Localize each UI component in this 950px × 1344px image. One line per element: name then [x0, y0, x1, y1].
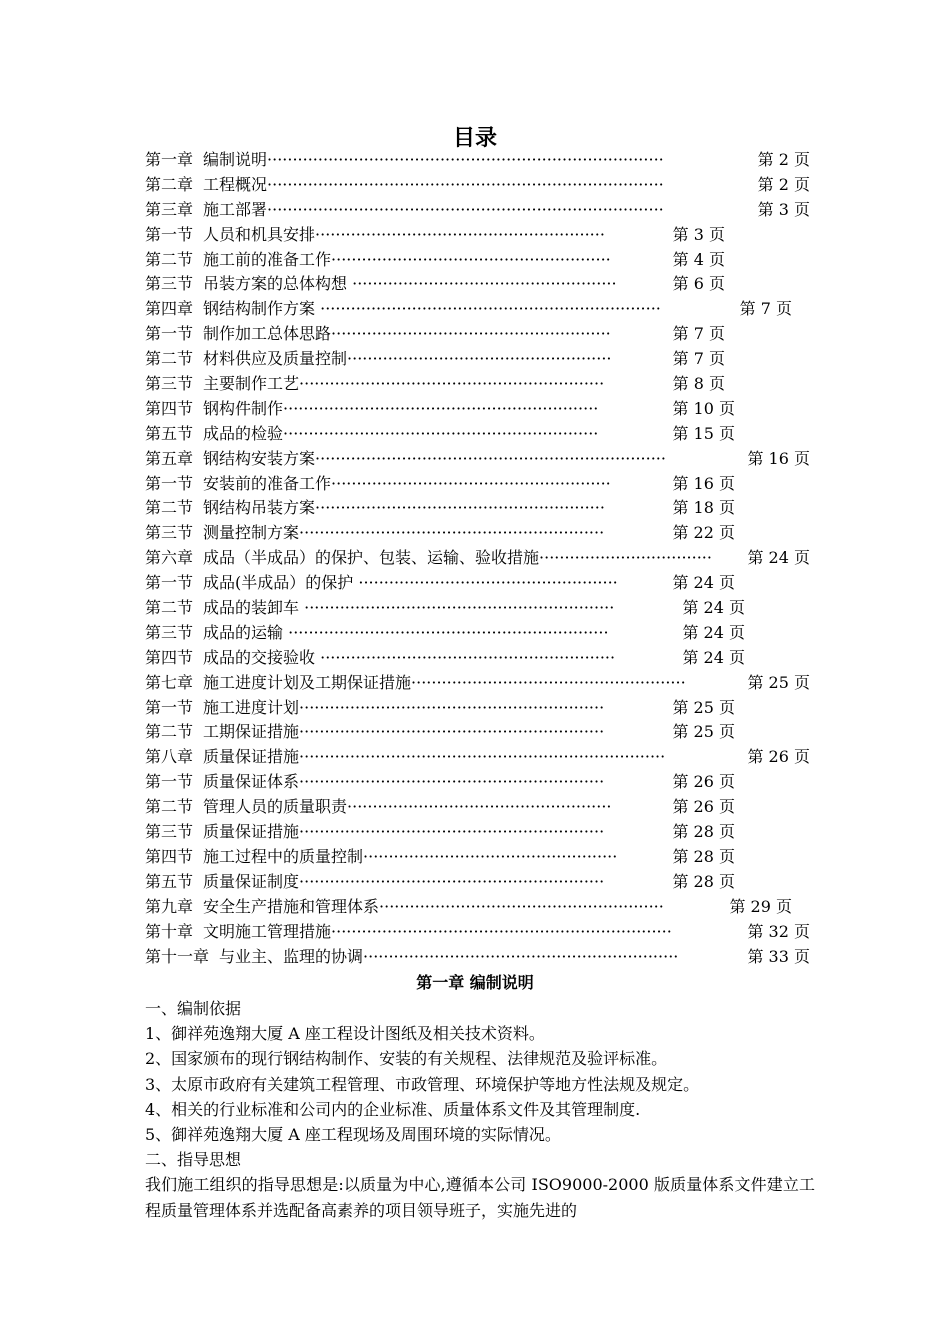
toc-entry-title: 制作加工总体思路: [203, 324, 332, 344]
toc-entry[interactable]: [145, 447, 810, 472]
toc-leader-dots: ·······················································: [331, 324, 611, 344]
toc-entry-page: 第 7 页: [739, 299, 792, 319]
toc-leader-dots: ······················································: [411, 672, 686, 692]
toc-entry-page: 第 24 页: [682, 622, 745, 642]
toc-entry-page: 第 7 页: [672, 349, 725, 369]
toc-entry-number: 第四节: [145, 846, 194, 866]
toc-entry-number: 第五章: [145, 448, 194, 468]
toc-entry[interactable]: [145, 646, 810, 671]
toc-entry-title: 钢结构安装方案: [203, 448, 316, 468]
toc-leader-dots: ······························································: [283, 423, 599, 443]
toc-entry-number: 第三节: [145, 523, 194, 543]
toc-entry[interactable]: [145, 397, 810, 422]
guiding-paragraph: 我们施工组织的指导思想是:以质量为中心,遵循本公司 ISO9000-2000 版质量体系文件建立工程质量管理体系并选配备高素养的项目领导班子，实施先进的: [145, 1175, 815, 1220]
toc-entry-title: 成品的交接验收: [203, 647, 321, 667]
toc-leader-dots: ······························································: [363, 946, 679, 966]
toc-entry-number: 第二节: [145, 797, 194, 817]
chapter-body: [145, 996, 815, 1223]
list-item: 5、御祥苑逸翔大厦 A 座工程现场及周围环境的实际情况。: [145, 1125, 561, 1145]
toc-entry[interactable]: [145, 148, 810, 173]
toc-entry-number: 第四节: [145, 398, 194, 418]
toc-entry-page: 第 10 页: [672, 398, 735, 418]
toc-leader-dots: ····························································: [299, 871, 605, 891]
toc-entry-number: 第二节: [145, 498, 194, 518]
toc-entry-title: 成品（半成品）的保护、包装、运输、验收措施: [203, 548, 540, 568]
toc-entry[interactable]: [145, 422, 810, 447]
toc-entry-title: 钢结构吊装方案: [203, 498, 316, 518]
list-item: 3、太原市政府有关建筑工程管理、市政管理、环境保护等地方性法规及规定。: [145, 1074, 700, 1094]
toc-entry[interactable]: [145, 845, 810, 870]
toc-entry-page: 第 25 页: [672, 697, 735, 717]
toc-entry-page: 第 18 页: [672, 498, 735, 518]
toc-entry-title: 质量保证措施: [203, 747, 300, 767]
toc-entry-title: 安全生产措施和管理体系: [203, 896, 380, 916]
toc-entry-page: 第 26 页: [747, 747, 810, 767]
toc-entry[interactable]: [145, 820, 810, 845]
toc-leader-dots: ···································································: [320, 299, 661, 319]
toc-entry-title: 质量保证制度: [203, 871, 300, 891]
toc-leader-dots: ························································: [379, 896, 664, 916]
toc-entry-page: 第 32 页: [747, 921, 810, 941]
toc-leader-dots: ·························································: [315, 498, 605, 518]
toc-entry[interactable]: [145, 621, 810, 646]
toc-leader-dots: ········································································: [299, 747, 666, 767]
toc-entry[interactable]: [145, 546, 810, 571]
toc-entry-page: 第 28 页: [672, 822, 735, 842]
toc-leader-dots: ····················································: [347, 797, 612, 817]
toc-leader-dots: ····························································: [299, 722, 605, 742]
toc-entry-number: 第十章: [145, 921, 194, 941]
toc-entry-number: 第四节: [145, 647, 194, 667]
toc-entry-title: 成品的装卸车: [203, 598, 305, 618]
toc-entry-title: 施工部署: [203, 199, 268, 219]
toc-leader-dots: ······························································: [283, 398, 599, 418]
toc-entry[interactable]: [145, 571, 810, 596]
subheading-basis: 一、编制依据: [145, 999, 242, 1018]
toc-entry[interactable]: [145, 372, 810, 397]
toc-entry-number: 第一节: [145, 324, 194, 344]
toc-entry-title: 成品(半成品）的保护: [203, 573, 359, 593]
toc-leader-dots: ··············································································: [267, 199, 664, 219]
toc-entry-title: 文明施工管理措施: [203, 921, 332, 941]
toc-entry-number: 第九章: [145, 896, 194, 916]
toc-entry[interactable]: [145, 173, 810, 198]
toc-entry-number: 第二章: [145, 174, 194, 194]
toc-entry-page: 第 24 页: [672, 573, 735, 593]
subheading-guiding: 二、指导思想: [145, 1150, 242, 1170]
toc-entry-number: 第二节: [145, 349, 194, 369]
toc-entry-title: 施工过程中的质量控制: [203, 846, 364, 866]
toc-entry-number: 第一节: [145, 224, 194, 244]
toc-entry-title: 质量保证体系: [203, 772, 300, 792]
toc-entry-page: 第 3 页: [672, 224, 725, 244]
toc-entry[interactable]: [145, 895, 810, 920]
list-item: 4、相关的行业标准和公司内的企业标准、质量体系文件及其管理制度.: [145, 1099, 641, 1119]
toc-entry-number: 第二节: [145, 598, 194, 618]
toc-entry-page: 第 25 页: [672, 722, 735, 742]
toc-entry[interactable]: [145, 596, 810, 621]
toc-entry-title: 安装前的准备工作: [203, 473, 332, 493]
toc-leader-dots: ····························································: [299, 822, 605, 842]
toc-entry[interactable]: [145, 870, 810, 895]
toc-entry[interactable]: [145, 770, 810, 795]
toc-title: 目录: [452, 126, 497, 151]
toc-entry-page: 第 24 页: [682, 598, 745, 618]
table-of-contents: [145, 148, 810, 969]
toc-entry-title: 成品的运输: [203, 622, 289, 642]
toc-entry-page: 第 8 页: [672, 374, 725, 394]
toc-entry-title: 测量控制方案: [203, 523, 300, 543]
toc-entry-number: 第二节: [145, 722, 194, 742]
toc-entry-number: 第五节: [145, 871, 194, 891]
toc-leader-dots: ··································: [539, 548, 712, 568]
toc-entry[interactable]: [145, 496, 810, 521]
toc-entry[interactable]: [145, 198, 810, 223]
toc-entry[interactable]: [145, 297, 810, 322]
toc-leader-dots: ····························································: [299, 523, 605, 543]
toc-leader-dots: ·····························································: [304, 598, 615, 618]
toc-leader-dots: ····················································: [352, 274, 617, 294]
toc-entry-number: 第二节: [145, 249, 194, 269]
toc-entry-page: 第 29 页: [729, 896, 792, 916]
toc-leader-dots: ·······················································: [331, 249, 611, 269]
toc-leader-dots: ···································································: [331, 921, 672, 941]
toc-entry-title: 质量保证措施: [203, 822, 300, 842]
toc-entry[interactable]: [145, 223, 810, 248]
toc-entry[interactable]: [145, 745, 810, 770]
toc-entry[interactable]: [145, 795, 810, 820]
toc-entry[interactable]: [145, 696, 810, 721]
toc-leader-dots: ····························································: [299, 697, 605, 717]
toc-entry-number: 第一节: [145, 573, 194, 593]
toc-entry[interactable]: [145, 521, 810, 546]
toc-entry-page: 第 24 页: [747, 548, 810, 568]
toc-entry-number: 第三节: [145, 274, 194, 294]
toc-leader-dots: ··························································: [320, 647, 616, 667]
toc-entry[interactable]: [145, 671, 810, 696]
toc-entry[interactable]: [145, 272, 810, 297]
toc-entry[interactable]: [145, 920, 810, 945]
toc-entry-number: 第六章: [145, 548, 194, 568]
toc-entry-title: 成品的检验: [203, 423, 284, 443]
toc-entry[interactable]: [145, 945, 810, 970]
toc-leader-dots: ····························································: [299, 772, 605, 792]
toc-entry-page: 第 15 页: [672, 423, 735, 443]
toc-entry-page: 第 3 页: [757, 199, 810, 219]
toc-leader-dots: ···················································: [358, 573, 618, 593]
toc-entry-page: 第 2 页: [757, 150, 810, 169]
toc-entry-title: 施工前的准备工作: [203, 249, 332, 269]
toc-entry-number: 第三节: [145, 374, 194, 394]
toc-entry[interactable]: [145, 322, 810, 347]
toc-entry-number: 第三节: [145, 822, 194, 842]
toc-entry-page: 第 4 页: [672, 249, 725, 269]
toc-entry-number: 第八章: [145, 747, 194, 767]
toc-entry-title: 施工进度计划及工期保证措施: [203, 672, 412, 692]
toc-entry-title: 材料供应及质量控制: [203, 349, 348, 369]
toc-entry-number: 第一节: [145, 473, 194, 493]
toc-leader-dots: ·······················································: [331, 473, 611, 493]
toc-leader-dots: ··················································: [363, 846, 618, 866]
toc-entry-page: 第 22 页: [672, 523, 735, 543]
toc-leader-dots: ····················································: [347, 349, 612, 369]
toc-entry-title: 工期保证措施: [203, 722, 300, 742]
toc-entry-title: 吊装方案的总体构想: [203, 274, 353, 294]
toc-entry-number: 第一章: [145, 150, 194, 169]
toc-leader-dots: ····························································: [299, 374, 605, 394]
toc-entry-page: 第 16 页: [672, 473, 735, 493]
chapter-heading: 第一章 编制说明: [416, 973, 534, 992]
toc-leader-dots: ··············································································: [267, 174, 664, 194]
toc-entry-number: 第七章: [145, 672, 194, 692]
toc-entry-page: 第 28 页: [672, 871, 735, 891]
toc-entry-title: 主要制作工艺: [203, 374, 300, 394]
toc-entry-page: 第 6 页: [672, 274, 725, 294]
toc-entry-title: 编制说明: [203, 150, 268, 169]
toc-entry-number: 第四章: [145, 299, 194, 319]
toc-entry-title: 钢结构制作方案: [203, 299, 321, 319]
toc-entry-number: 第五节: [145, 423, 194, 443]
toc-leader-dots: ·························································: [315, 224, 605, 244]
toc-entry-title: 与业主、监理的协调: [219, 946, 364, 966]
toc-entry-title: 人员和机具安排: [203, 224, 316, 244]
toc-entry-number: 第一节: [145, 772, 194, 792]
toc-entry-page: 第 33 页: [747, 946, 810, 966]
toc-entry[interactable]: [145, 720, 810, 745]
toc-entry-title: 工程概况: [203, 174, 268, 194]
toc-entry-number: 第三节: [145, 622, 194, 642]
toc-entry[interactable]: [145, 248, 810, 273]
toc-entry-title: 管理人员的质量职责: [203, 797, 348, 817]
toc-entry-page: 第 7 页: [672, 324, 725, 344]
toc-leader-dots: ·····································································: [315, 448, 666, 468]
toc-entry-page: 第 26 页: [672, 797, 735, 817]
toc-entry-page: 第 25 页: [747, 672, 810, 692]
list-item: 1、御祥苑逸翔大厦 A 座工程设计图纸及相关技术资料。: [145, 1024, 545, 1044]
toc-entry-page: 第 26 页: [672, 772, 735, 792]
list-item: 2、国家颁布的现行钢结构制作、安装的有关规程、法律规范及验评标准。: [145, 1049, 668, 1069]
toc-entry-number: 第三章: [145, 199, 194, 219]
toc-leader-dots: ··············································································: [267, 150, 664, 169]
toc-leader-dots: ·······························································: [288, 622, 609, 642]
toc-entry-title: 钢构件制作: [203, 398, 284, 418]
toc-entry-page: 第 28 页: [672, 846, 735, 866]
toc-entry-page: 第 24 页: [682, 647, 745, 667]
toc-entry-number: 第一节: [145, 697, 194, 717]
toc-entry[interactable]: [145, 472, 810, 497]
toc-entry-title: 施工进度计划: [203, 697, 300, 717]
toc-entry-page: 第 2 页: [757, 174, 810, 194]
toc-entry-number: 第十一章: [145, 946, 210, 966]
toc-entry[interactable]: [145, 347, 810, 372]
toc-entry-page: 第 16 页: [747, 448, 810, 468]
